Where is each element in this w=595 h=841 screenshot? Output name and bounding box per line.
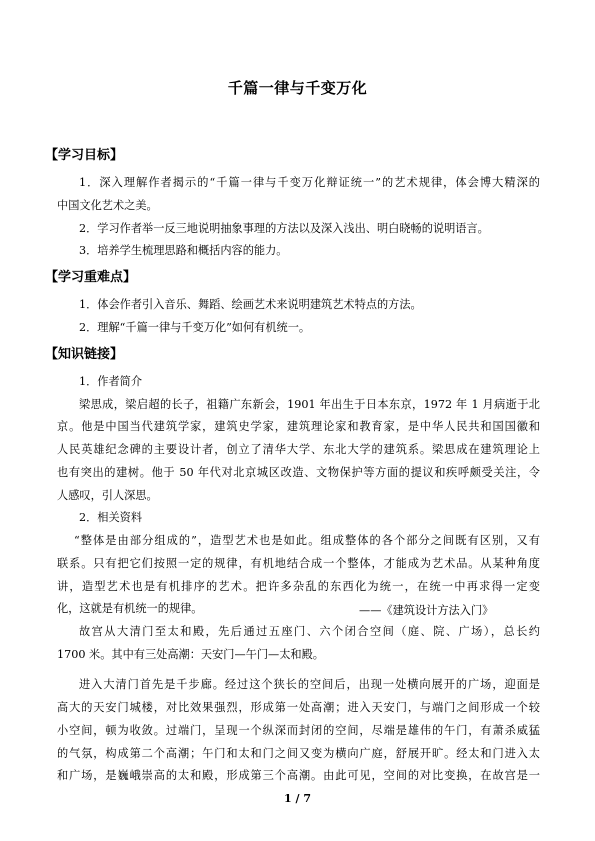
quote-line-4: 化，这就是有机统一的规律。	[57, 602, 203, 615]
goals-heading: 【学习目标】	[45, 148, 124, 163]
keypoint-item-1: 1．体会作者引入音乐、舞蹈、绘画艺术来说明建筑艺术特点的方法。	[79, 298, 422, 311]
goal-item-1: 1．深入理解作者揭示的“千篇一律与千变万化辩证统一”的艺术规律，体会博大精深的	[79, 176, 540, 189]
bio-line-3: 人民英雄纪念碑的主要设计者，创立了清华大学、东北大学的建筑系。梁思成在建筑理论上	[57, 443, 540, 456]
palace-para1-line-1: 故宫从大清门至太和殿，先后通过五座门、六个闭合空间（庭、院、广场），总长约	[79, 625, 540, 638]
quote-line-3: 讲，造型艺术也是有机排序的艺术。把许多杂乱的东西化为统一，在统一中再求得一定变	[57, 580, 540, 593]
palace-para1-line-2: 1700 米。其中有三处高潮：天安门—午门—太和殿。	[57, 648, 324, 661]
quote-line-2: 联系。只有把它们按照一定的规律，有机地结合成一个整体，才能成为艺术品。从某种角度	[57, 557, 540, 570]
page-title: 千篇一律与千变万化	[227, 79, 368, 97]
page-number: 1 / 7	[284, 792, 311, 805]
keypoints-heading: 【学习重难点】	[45, 270, 137, 285]
bio-line-2: 京。他是中国当代建筑学家，建筑史学家，建筑理论家和教育家，是中华人民共和国国徽和	[57, 420, 540, 433]
palace-para2-line-3: 小空间，顿为收敛。过端门，呈现一个纵深而封闭的空间，尽端是雄伟的午门，有萧杀威猛	[57, 724, 540, 737]
palace-para2-line-2: 高大的天安门城楼，对比效果强烈，形成第一处高潮；进入天安门，与端门之间形成一个较	[57, 701, 540, 714]
palace-para2-line-5: 和广场，是巍峨崇高的太和殿，形成第三个高潮。由此可见，空间的对比变换，在故宫是一	[57, 769, 540, 782]
citation: ——《建筑设计方法入门》	[359, 604, 494, 617]
palace-para2-line-1: 进入大清门首先是千步廊。经过这个狭长的空间后，出现一处横向展开的广场，迎面是	[79, 678, 540, 691]
goal-item-1-cont: 中国文化艺术之美。	[57, 199, 158, 212]
bio-line-5: 人感叹，引人深思。	[57, 489, 158, 502]
links-heading: 【知识链接】	[45, 347, 124, 362]
goal-item-3: 3．培养学生梳理思路和概括内容的能力。	[79, 244, 288, 257]
bio-line-4: 也有突出的建树。他于 50 年代对北京城区改造、文物保护等方面的提议和疾呼颇受关注，令	[57, 466, 540, 479]
keypoint-item-2: 2．理解“千篇一律与千变万化”如何有机统一。	[79, 321, 311, 334]
bio-line-1: 梁思成，梁启超的长子，祖籍广东新会，1901 年出生于日本东京，1972 年 1 月病逝于北	[79, 398, 540, 411]
materials-subheading: 2．相关资料	[79, 511, 143, 524]
goal-item-2: 2．学习作者举一反三地说明抽象事理的方法以及深入浅出、明白晓畅的说明语言。	[79, 222, 489, 235]
palace-para2-line-4: 的气氛，构成第二个高潮；午门和太和门之间又变为横向广庭，舒展开旷。经太和门进入太	[57, 747, 540, 760]
quote-line-1: “整体是由部分组成的”，造型艺术也是如此。组成整体的各个部分之间既有区别，又有	[74, 534, 540, 547]
author-intro-subheading: 1．作者简介	[79, 375, 143, 388]
